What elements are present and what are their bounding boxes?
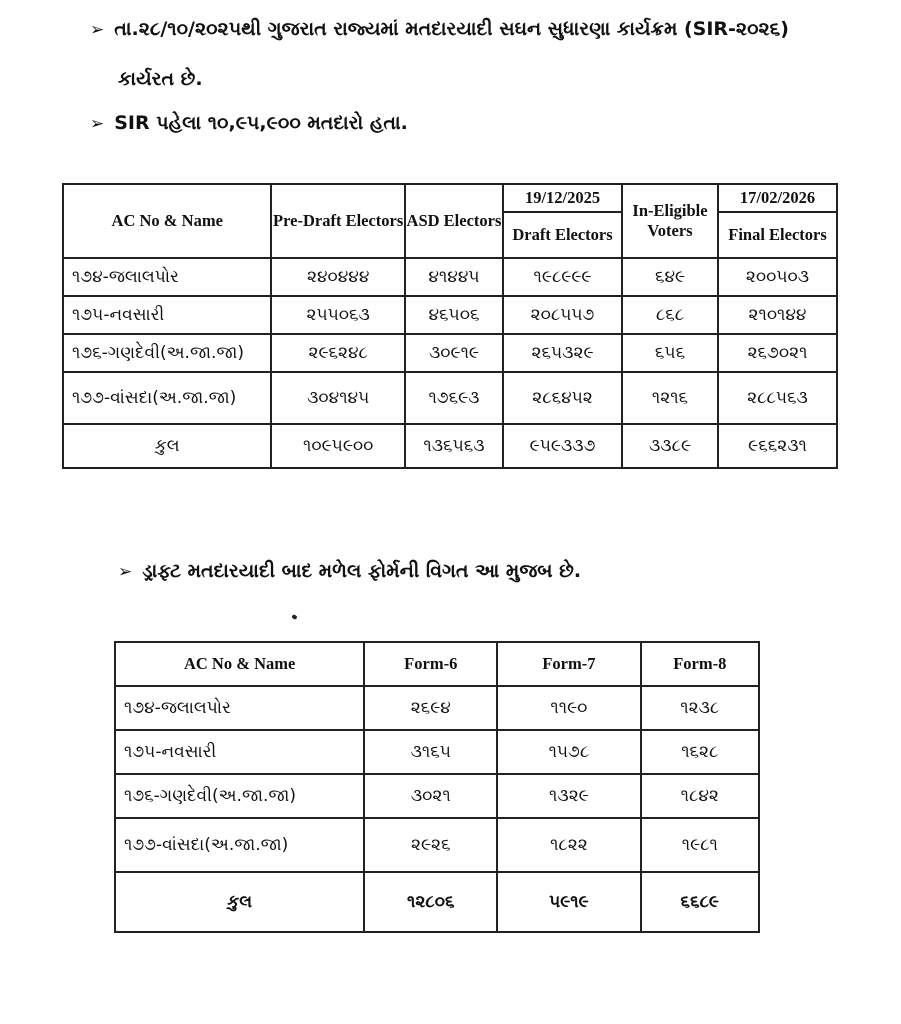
cell-form6: ૨૬૯૪ — [364, 686, 497, 730]
header-pre-draft: Pre-Draft Electors — [271, 184, 404, 258]
cell-pre-draft: ૨૪૦૪૪૪ — [271, 258, 404, 296]
table-row — [115, 818, 759, 872]
cell-draft: ૨૬૫૩૨૯ — [503, 334, 622, 372]
cell-form8: ૧૮૪૨ — [641, 774, 759, 818]
cell-form8: ૧૬૨૮ — [641, 730, 759, 774]
cell-ac: ૧૭૭-વાંસદા(અ.જા.જા) — [63, 372, 271, 424]
cell-ac: ૧૭૬-ગણદેવી(અ.જા.જા) — [63, 334, 271, 372]
header-draft: Draft Electors — [503, 212, 622, 258]
intro-line-1 — [90, 18, 789, 40]
cell-form6: ૩૧૬૫ — [364, 730, 497, 774]
total-row — [63, 424, 837, 468]
header-final: Final Electors — [718, 212, 837, 258]
cell-ac: ૧૭૪-જલાલપોર — [63, 258, 271, 296]
arrow-bullet-icon: ➢ — [118, 562, 133, 582]
cell-asd: ૧૭૬૯૩ — [405, 372, 503, 424]
cell-asd: ૪૬૫૦૬ — [405, 296, 503, 334]
cell-total-form8: ૬૬૮૯ — [641, 872, 759, 932]
table-row — [115, 730, 759, 774]
cell-ac: ૧૭૪-જલાલપોર — [115, 686, 364, 730]
cell-total-label: કુલ — [115, 872, 364, 932]
header-draft-date: 19/12/2025 — [503, 184, 622, 212]
cell-form7: ૧૩૨૯ — [497, 774, 640, 818]
header-final-date: 17/02/2026 — [718, 184, 837, 212]
cell-final: ૨૬૭૦૨૧ — [718, 334, 837, 372]
electors-table — [62, 183, 838, 469]
cell-total-draft: ૯૫૯૩૩૭ — [503, 424, 622, 468]
cell-total-pre-draft: ૧૦૯૫૯૦૦ — [271, 424, 404, 468]
cell-total-final: ૯૬૬૨૩૧ — [718, 424, 837, 468]
cell-total-label: કુલ — [63, 424, 271, 468]
cell-ac: ૧૭૫-નવસારી — [115, 730, 364, 774]
header-form6: Form-6 — [364, 642, 497, 686]
cell-final: ૨૧૦૧૪૪ — [718, 296, 837, 334]
section2-heading — [118, 560, 581, 582]
total-row — [115, 872, 759, 932]
cell-total-form7: ૫૯૧૯ — [497, 872, 640, 932]
forms-table — [114, 641, 760, 933]
cell-form7: ૧૧૯૦ — [497, 686, 640, 730]
cell-pre-draft: ૨૫૫૦૬૩ — [271, 296, 404, 334]
cell-form8: ૧૨૩૮ — [641, 686, 759, 730]
header-form7: Form-7 — [497, 642, 640, 686]
cell-form7: ૧૮૨૨ — [497, 818, 640, 872]
header-asd: ASD Electors — [405, 184, 503, 258]
cell-final: ૨૮૮૫૬૩ — [718, 372, 837, 424]
table-row — [63, 258, 837, 296]
cell-total-ineligible: ૩૩૮૯ — [622, 424, 718, 468]
arrow-bullet-icon: ➢ — [90, 114, 105, 134]
cell-ac: ૧૭૫-નવસારી — [63, 296, 271, 334]
cell-final: ૨૦૦૫૦૩ — [718, 258, 837, 296]
cell-asd: ૩૦૯૧૯ — [405, 334, 503, 372]
cell-form7: ૧૫૭૮ — [497, 730, 640, 774]
intro-line-2: કાર્યરત છે. — [118, 68, 203, 90]
table-row — [115, 686, 759, 730]
cell-form6: ૨૯૨૬ — [364, 818, 497, 872]
cell-draft: ૨૮૬૪૫૨ — [503, 372, 622, 424]
cell-ineligible: ૬૪૯ — [622, 258, 718, 296]
cell-pre-draft: ૨૯૬૨૪૮ — [271, 334, 404, 372]
cell-ac: ૧૭૬-ગણદેવી(અ.જા.જા) — [115, 774, 364, 818]
table-row — [63, 296, 837, 334]
cell-asd: ૪૧૪૪૫ — [405, 258, 503, 296]
header-ac: AC No & Name — [63, 184, 271, 258]
intro-text-3: SIR પહેલા ૧૦,૯૫,૯૦૦ મતદારો હતા. — [114, 112, 408, 134]
table-row — [63, 372, 837, 424]
cell-ineligible: ૮૬૮ — [622, 296, 718, 334]
header-ineligible: In-Eligible Voters — [622, 184, 718, 258]
cell-draft: ૨૦૮૫૫૭ — [503, 296, 622, 334]
cell-form6: ૩૦૨૧ — [364, 774, 497, 818]
section2-text: ડ્રાફ્ટ મતદારયાદી બાદ મળેલ ફોર્મની વિગત આ મુજબ છે. — [142, 560, 582, 582]
header-form8: Form-8 — [641, 642, 759, 686]
table-row — [63, 334, 837, 372]
cell-draft: ૧૯૮૯૯૯ — [503, 258, 622, 296]
cell-ineligible: ૬૫૬ — [622, 334, 718, 372]
header-ac: AC No & Name — [115, 642, 364, 686]
intro-text-1: તા.૨૮/૧૦/૨૦૨૫થી ગુજરાત રાજ્યમાં મતદારયાદી સઘન સુધારણા કાર્યક્રમ (SIR-૨૦૨૬) — [114, 18, 789, 40]
cell-pre-draft: ૩૦૪૧૪૫ — [271, 372, 404, 424]
cell-total-form6: ૧૨૮૦૬ — [364, 872, 497, 932]
intro-line-3 — [90, 112, 408, 134]
cell-total-asd: ૧૩૬૫૬૩ — [405, 424, 503, 468]
scan-speck — [291, 614, 297, 620]
cell-ac: ૧૭૭-વાંસદા(અ.જા.જા) — [115, 818, 364, 872]
cell-form8: ૧૯૮૧ — [641, 818, 759, 872]
arrow-bullet-icon: ➢ — [90, 20, 105, 40]
cell-ineligible: ૧૨૧૬ — [622, 372, 718, 424]
table-row — [115, 774, 759, 818]
